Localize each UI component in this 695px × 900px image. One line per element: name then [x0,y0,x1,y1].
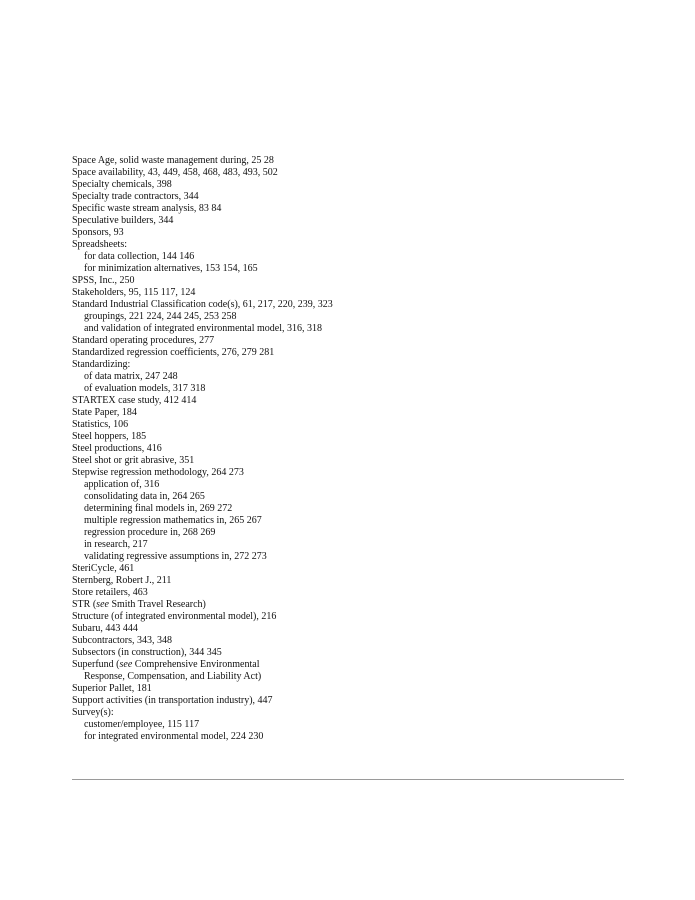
index-entry: Standardized regression coefficients, 276, 279 281 [72,347,275,358]
index-subentry: application of, 316 [84,479,160,490]
index-entry: Stakeholders, 95, 115 117, 124 [72,287,196,298]
index-entry: Stepwise regression methodology, 264 273 [72,467,244,478]
index-entry: Steel shot or grit abrasive, 351 [72,455,195,466]
index-subentry: regression procedure in, 268 269 [84,527,216,538]
index-entry: Standard Industrial Classification code(s), 61, 217, 220, 239, 323 [72,299,333,310]
index-subentry: of evaluation models, 317 318 [84,383,206,394]
index-entry: Survey(s): [72,707,114,718]
index-subentry: validating regressive assumptions in, 272 273 [84,551,267,562]
footer-rule [72,779,624,780]
index-entry: Specialty trade contractors, 344 [72,191,199,202]
index-entry: Support activities (in transportation industry), 447 [72,695,273,706]
index-subentry: for integrated environmental model, 224 230 [84,731,264,742]
index-entry: Subcontractors, 343, 348 [72,635,172,646]
index-entry: SPSS, Inc., 250 [72,275,135,286]
index-subentry: customer/employee, 115 117 [84,719,200,730]
index-entry: Speculative builders, 344 [72,215,174,226]
index-entry: Structure (of integrated environmental model), 216 [72,611,277,622]
index-entry: Specialty chemicals, 398 [72,179,172,190]
index-entry: STR (see Smith Travel Research) [72,599,206,610]
index-entry: Standard operating procedures, 277 [72,335,215,346]
index-entry: Standardizing: [72,359,131,370]
index-subentry: multiple regression mathematics in, 265 267 [84,515,262,526]
index-entry: State Paper, 184 [72,407,137,418]
index-subentry: of data matrix, 247 248 [84,371,178,382]
index-entry: Space Age, solid waste management during, 25 28 [72,155,274,166]
index-entry: SteriCycle, 461 [72,563,135,574]
index-entry: Superior Pallet, 181 [72,683,152,694]
index-subentry: in research, 217 [84,539,148,550]
index-list [72,155,632,743]
index-entry-continuation: Response, Compensation, and Liability Act) [84,671,262,682]
index-entry: Steel productions, 416 [72,443,162,454]
index-entry: Spreadsheets: [72,239,127,250]
index-entry: Subaru, 443 444 [72,623,138,634]
index-entry: Superfund (see Comprehensive Environmental [72,659,260,670]
index-subentry: determining final models in, 269 272 [84,503,233,514]
index-entry: Specific waste stream analysis, 83 84 [72,203,222,214]
index-subentry: for minimization alternatives, 153 154, 165 [84,263,258,274]
index-entry: Store retailers, 463 [72,587,148,598]
index-entry: STARTEX case study, 412 414 [72,395,197,406]
index-entry: Space availability, 43, 449, 458, 468, 483, 493, 502 [72,167,278,178]
index-subentry: groupings, 221 224, 244 245, 253 258 [84,311,237,322]
index-subentry: for data collection, 144 146 [84,251,195,262]
index-entry: Statistics, 106 [72,419,129,430]
index-entry: Subsectors (in construction), 344 345 [72,647,222,658]
index-subentry: consolidating data in, 264 265 [84,491,205,502]
index-entry: Sponsors, 93 [72,227,124,238]
index-entry: Steel hoppers, 185 [72,431,147,442]
index-subentry: and validation of integrated environmental model, 316, 318 [84,323,322,334]
index-entry: Sternberg, Robert J., 211 [72,575,172,586]
